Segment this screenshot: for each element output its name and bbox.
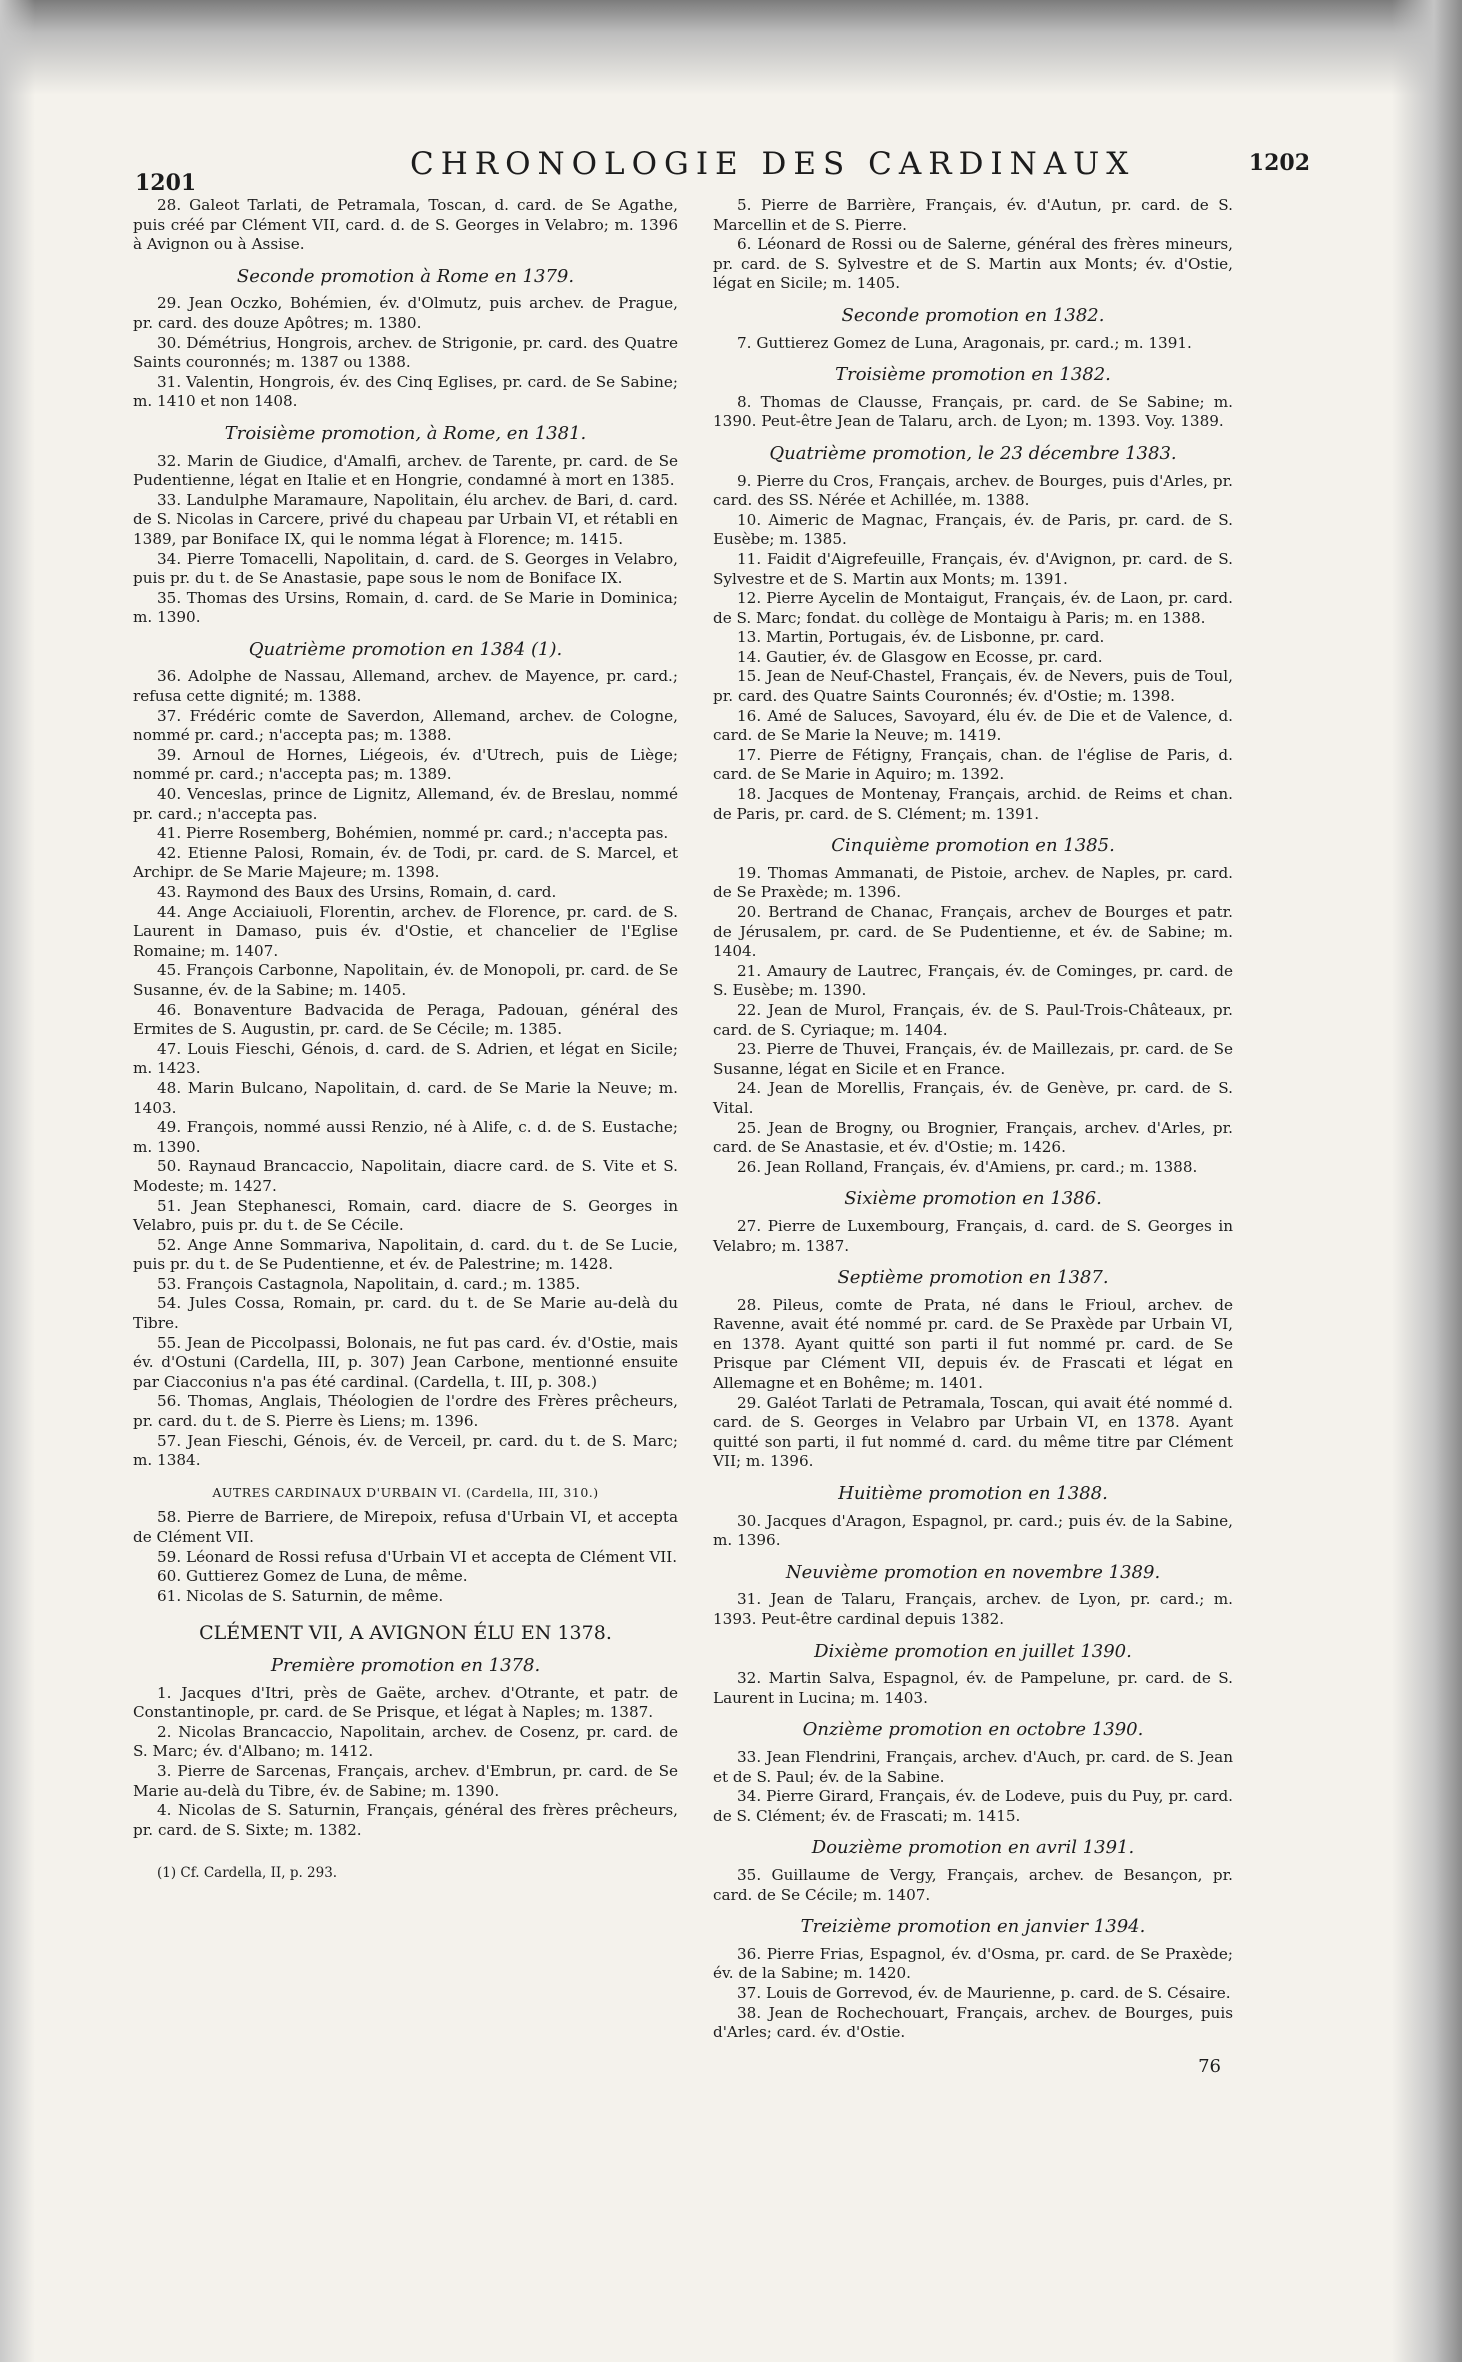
clement-entry-7: 7. Guttierez Gomez de Luna, Aragonais, pr. card.; m. 1391.	[737, 333, 1192, 352]
entry-33: 33. Landulphe Maramaure, Napolitain, élu archev. de Bari, d. card. de S. Nicolas in Carcere, privé du chapeau par Urbain VI, et rétabli en 1389, par Boniface IX, qui le nomma légat à Florence; m. 1415.	[133, 490, 678, 548]
running-title: CHRONOLOGIE DES CARDINAUX	[410, 146, 1136, 182]
entry-31: 31. Valentin, Hongrois, év. des Cinq Eglises, pr. card. de Se Sabine; m. 1410 et non 1408.	[133, 372, 678, 411]
entry-56: 56. Thomas, Anglais, Théologien de l'ordre des Frères prêcheurs, pr. card. du t. de S. Pierre ès Liens; m. 1396.	[133, 1392, 678, 1431]
entry-46: 46. Bonaventure Badvacida de Peraga, Padouan, général des Ermites de S. Augustin, pr. card. de Se Cécile; m. 1385.	[133, 1000, 678, 1039]
heading-sixieme-promotion-1386: Sixième promotion en 1386.	[844, 1188, 1102, 1210]
clement-entry-10: 10. Aimeric de Magnac, Français, év. de Paris, pr. card. de S. Eusèbe; m. 1385.	[713, 510, 1233, 549]
entry-35: 35. Thomas des Ursins, Romain, d. card. de Se Marie in Dominica; m. 1390.	[133, 588, 678, 627]
entry-28: 28. Galeot Tarlati, de Petramala, Toscan, d. card. de Se Agathe, puis créé par Clément VII, card. d. de S. Georges in Velabro; m. 1396 à Avignon ou à Assise.	[133, 196, 678, 254]
entry-50: 50. Raynaud Brancaccio, Napolitain, diacre card. de S. Vite et S. Modeste; m. 1427.	[133, 1157, 678, 1195]
left-column	[133, 196, 678, 1897]
heading-seconde-promotion-1382: Seconde promotion en 1382.	[841, 304, 1105, 326]
entry-40: 40. Venceslas, prince de Lignitz, Allemand, év. de Breslau, nommé pr. card.; n'accepta pas.	[133, 785, 678, 823]
heading-troisieme-promotion-1381: Troisième promotion, à Rome, en 1381.	[224, 422, 587, 444]
clement-entry-1: 1. Jacques d'Itri, près de Gaëte, archev. d'Otrante, et patr. de Constantinople, pr. card. de Se Prisque, et légat à Naples; m. 1387.	[133, 1683, 678, 1722]
entry-45: 45. François Carbonne, Napolitain, év. de Monopoli, pr. card. de Se Susanne, év. de la Sabine; m. 1405.	[133, 961, 678, 999]
clement-entry-37: 37. Louis de Gorrevod, év. de Maurienne, p. card. de S. Césaire.	[737, 1983, 1231, 2002]
clement-entry-16: 16. Amé de Saluces, Savoyard, élu év. de Die et de Valence, d. card. de Se Marie la Neuve; m. 1419.	[713, 706, 1233, 745]
entry-39: 39. Arnoul de Hornes, Liégeois, év. d'Utrech, puis de Liège; nommé pr. card.; n'accepta pas; m. 1389.	[133, 745, 678, 784]
entry-59: 59. Léonard de Rossi refusa d'Urbain VI et accepta de Clément VII.	[157, 1547, 678, 1566]
heading-douzieme-promotion-1391: Douzième promotion en avril 1391.	[811, 1837, 1135, 1859]
entry-30: 30. Démétrius, Hongrois, archev. de Strigonie, pr. card. des Quatre Saints couronnés; m. 1387 ou 1388.	[133, 333, 678, 372]
page-header	[120, 140, 1310, 196]
clement-entry-5: 5. Pierre de Barrière, Français, év. d'Autun, pr. card. de S. Marcellin et de S. Pierre.	[713, 196, 1233, 234]
entry-34: 34. Pierre Tomacelli, Napolitain, d. card. de S. Georges in Velabro, puis pr. du t. de Se Anastasie, pape sous le nom de Boniface IX.	[133, 549, 678, 588]
entry-53: 53. François Castagnola, Napolitain, d. card.; m. 1385.	[157, 1274, 581, 1293]
clement-entry-15: 15. Jean de Neuf-Chastel, Français, év. de Nevers, puis de Toul, pr. card. des Quatre Saints Couronnés; év. d'Ostie; m. 1398.	[713, 667, 1233, 706]
clement-entry-31: 31. Jean de Talaru, Français, archev. de Lyon, pr. card.; m. 1393. Peut-être cardinal depuis 1382.	[713, 1590, 1233, 1628]
clement-entry-20: 20. Bertrand de Chanac, Français, archev de Bourges et patr. de Jérusalem, pr. card. de Se Pudentienne, et év. de Sabine; m. 1404.	[713, 903, 1233, 961]
clement-entry-17: 17. Pierre de Fétigny, Français, chan. de l'église de Paris, d. card. de Se Marie in Aquiro; m. 1392.	[713, 745, 1233, 784]
clement-entry-4: 4. Nicolas de S. Saturnin, Français, général des frères prêcheurs, pr. card. de S. Sixte; m. 1382.	[133, 1801, 678, 1839]
entry-41: 41. Pierre Rosemberg, Bohémien, nommé pr. card.; n'accepta pas.	[157, 824, 669, 843]
right-column	[713, 196, 1233, 2094]
clement-entry-11: 11. Faidit d'Aigrefeuille, Français, év. d'Avignon, pr. card. de S. Sylvestre et de S. Martin aux Monts; m. 1391.	[713, 549, 1233, 588]
footnote: (1) Cf. Cardella, II, p. 293.	[157, 1865, 338, 1882]
clement-entry-38: 38. Jean de Rochechouart, Français, archev. de Bourges, puis d'Arles; card. év. d'Ostie.	[713, 2003, 1233, 2042]
scan-shadow-right	[1392, 0, 1462, 2362]
clement-entry-21: 21. Amaury de Lautrec, Français, év. de Cominges, pr. card. de S. Eusèbe; m. 1390.	[713, 961, 1233, 1000]
clement-entry-18: 18. Jacques de Montenay, Français, archid. de Reims et chan. de Paris, pr. card. de S. Clément; m. 1391.	[713, 785, 1233, 823]
page-number-left: 1201	[135, 170, 197, 196]
scan-shadow-left	[0, 0, 35, 2362]
entry-47: 47. Louis Fieschi, Génois, d. card. de S. Adrien, et légat en Sicile; m. 1423.	[133, 1039, 678, 1078]
clement-entry-23: 23. Pierre de Thuvei, Français, év. de Maillezais, pr. card. de Se Susanne, légat en Sicile et en France.	[713, 1040, 1233, 1078]
clement-entry-27: 27. Pierre de Luxembourg, Français, d. card. de S. Georges in Velabro; m. 1387.	[713, 1216, 1233, 1255]
heading-quatrieme-promotion-1384: Quatrième promotion en 1384 (1).	[248, 638, 563, 660]
heading-onzieme-promotion-1390: Onzième promotion en octobre 1390.	[802, 1719, 1144, 1741]
clement-entry-19: 19. Thomas Ammanati, de Pistoie, archev. de Naples, pr. card. de Se Praxède; m. 1396.	[713, 863, 1233, 902]
clement-entry-28: 28. Pileus, comte de Prata, né dans le Frioul, archev. de Ravenne, avait été nommé pr. card. de Se Praxède par Urbain VI, en 1378. Ayant quitté son parti il fut nommé pr. card. de Se Prisque par Clément VII, depuis év. de Frascati et légat en Allemagne et en Bohême; m. 1401.	[713, 1295, 1233, 1393]
clement-entry-26: 26. Jean Rolland, Français, év. d'Amiens, pr. card.; m. 1388.	[737, 1157, 1198, 1176]
heading-troisieme-promotion-1382: Troisième promotion en 1382.	[835, 364, 1111, 386]
heading-clement-vii: CLÉMENT VII, A AVIGNON ÉLU EN 1378.	[199, 1622, 612, 1645]
entry-37: 37. Frédéric comte de Saverdon, Allemand, archev. de Cologne, nommé pr. card.; n'accepta pas; m. 1388.	[133, 706, 678, 745]
clement-entry-35: 35. Guillaume de Vergy, Français, archev. de Besançon, pr. card. de Se Cécile; m. 1407.	[713, 1865, 1233, 1904]
clement-entry-13: 13. Martin, Portugais, év. de Lisbonne, pr. card.	[737, 628, 1105, 647]
entry-42: 42. Etienne Palosi, Romain, év. de Todi, pr. card. de S. Marcel, et Archipr. de Se Marie Majeure; m. 1398.	[133, 843, 678, 882]
entry-49: 49. François, nommé aussi Renzio, né à Alife, c. d. de S. Eustache; m. 1390.	[133, 1118, 678, 1156]
heading-neuvieme-promotion-1389: Neuvième promotion en novembre 1389.	[785, 1561, 1161, 1583]
entry-61: 61. Nicolas de S. Saturnin, de même.	[157, 1586, 444, 1605]
clement-entry-34: 34. Pierre Girard, Français, év. de Lodeve, puis du Puy, pr. card. de S. Clément; év. de Frascati; m. 1415.	[713, 1787, 1233, 1825]
clement-entry-33: 33. Jean Flendrini, Français, archev. d'Auch, pr. card. de S. Jean et de S. Paul; év. de la Sabine.	[713, 1747, 1233, 1786]
entry-57: 57. Jean Fieschi, Génois, év. de Verceil, pr. card. du t. de S. Marc; m. 1384.	[133, 1431, 678, 1470]
clement-entry-36: 36. Pierre Frias, Espagnol, év. d'Osma, pr. card. de Se Praxède; év. de la Sabine; m. 1420.	[713, 1944, 1233, 1983]
heading-quatrieme-promotion-1383: Quatrième promotion, le 23 décembre 1383.	[769, 442, 1177, 464]
entry-36: 36. Adolphe de Nassau, Allemand, archev. de Mayence, pr. card.; refusa cette dignité; m. 1388.	[133, 667, 678, 706]
clement-entry-29: 29. Galéot Tarlati de Petramala, Toscan, qui avait été nommé d. card. de S. Georges in Velabro par Urbain VI, en 1378. Ayant quitté son parti, il fut nommé d. card. du même titre par Clément VII; m. 1396.	[713, 1393, 1233, 1471]
clement-entry-24: 24. Jean de Morellis, Français, év. de Genève, pr. card. de S. Vital.	[713, 1079, 1233, 1117]
heading-huitieme-promotion-1388: Huitième promotion en 1388.	[838, 1483, 1108, 1505]
scan-shadow-top	[0, 0, 1462, 95]
entry-54: 54. Jules Cossa, Romain, pr. card. du t. de Se Marie au-delà du Tibre.	[133, 1294, 678, 1333]
heading-seconde-promotion-1379: Seconde promotion à Rome en 1379.	[236, 265, 575, 287]
entry-29: 29. Jean Oczko, Bohémien, év. d'Olmutz, puis archev. de Prague, pr. card. des douze Apôtres; m. 1380.	[133, 294, 678, 332]
heading-dixieme-promotion-1390: Dixième promotion en juillet 1390.	[814, 1640, 1132, 1662]
entry-55: 55. Jean de Piccolpassi, Bolonais, ne fut pas card. év. d'Ostie, mais év. d'Ostuni (Cardella, III, p. 307) Jean Carbone, mentionné ensuite par Ciacconius n'a pas été cardinal. (Cardella, t. III, p. 308.)	[133, 1333, 678, 1391]
clement-entry-6: 6. Léonard de Rossi ou de Salerne, général des frères mineurs, pr. card. de S. Sylvestre et de S. Martin aux Monts; év. d'Ostie, légat en Sicile; m. 1405.	[713, 235, 1233, 293]
clement-entry-9: 9. Pierre du Cros, Français, archev. de Bourges, puis d'Arles, pr. card. des SS. Nérée et Achillée, m. 1388.	[713, 471, 1233, 510]
entry-52: 52. Ange Anne Sommariva, Napolitain, d. card. du t. de Se Lucie, puis pr. du t. de Se Pudentienne, et év. de Palestrine; m. 1428.	[133, 1235, 678, 1274]
entry-44: 44. Ange Acciaiuoli, Florentin, archev. de Florence, pr. card. de S. Laurent in Damaso, puis év. d'Ostie, et chancelier de l'Eglise Romaine; m. 1407.	[133, 902, 678, 960]
clement-entry-8: 8. Thomas de Clausse, Français, pr. card. de Se Sabine; m. 1390. Peut-être Jean de Talaru, arch. de Lyon; m. 1393. Voy. 1389.	[713, 392, 1233, 431]
entry-48: 48. Marin Bulcano, Napolitain, d. card. de Se Marie la Neuve; m. 1403.	[133, 1078, 678, 1117]
heading-premiere-promotion-1378: Première promotion en 1378.	[270, 1654, 541, 1676]
clement-entry-2: 2. Nicolas Brancaccio, Napolitain, archev. de Cosenz, pr. card. de S. Marc; év. d'Albano; m. 1412.	[133, 1722, 678, 1761]
heading-autres-cardinaux: AUTRES CARDINAUX D'URBAIN VI. (Cardella, III, 310.)	[212, 1484, 599, 1500]
entry-32: 32. Marin de Giudice, d'Amalfi, archev. de Tarente, pr. card. de Se Pudentienne, légat en Italie et en Hongrie, condamné à mort en 1385.	[133, 451, 678, 490]
heading-septieme-promotion-1387: Septième promotion en 1387.	[837, 1267, 1109, 1289]
clement-entry-30: 30. Jacques d'Aragon, Espagnol, pr. card.; puis év. de la Sabine, m. 1396.	[713, 1511, 1233, 1550]
entry-58: 58. Pierre de Barriere, de Mirepoix, refusa d'Urbain VI, et accepta de Clément VII.	[133, 1508, 678, 1546]
entry-60: 60. Guttierez Gomez de Luna, de même.	[157, 1567, 468, 1586]
entry-51: 51. Jean Stephanesci, Romain, card. diacre de S. Georges in Velabro, puis pr. du t. de Se Cécile.	[133, 1196, 678, 1235]
heading-treizieme-promotion-1394: Treizième promotion en janvier 1394.	[800, 1916, 1146, 1938]
clement-entry-25: 25. Jean de Brogny, ou Brognier, Français, archev. d'Arles, pr. card. de Se Anastasie, et év. d'Ostie; m. 1426.	[713, 1118, 1233, 1157]
clement-entry-14: 14. Gautier, év. de Glasgow en Ecosse, pr. card.	[737, 647, 1103, 666]
heading-cinquieme-promotion-1385: Cinquième promotion en 1385.	[831, 835, 1115, 857]
clement-entry-3: 3. Pierre de Sarcenas, Français, archev. d'Embrun, pr. card. de Se Marie au-delà du Tibre, év. de Sabine; m. 1390.	[133, 1761, 678, 1800]
entry-43: 43. Raymond des Baux des Ursins, Romain, d. card.	[157, 883, 557, 901]
clement-entry-12: 12. Pierre Aycelin de Montaigut, Français, év. de Laon, pr. card. de S. Marc; fondat. du collège de Montaigu à Paris; m. en 1388.	[713, 589, 1233, 627]
clement-entry-32: 32. Martin Salva, Espagnol, év. de Pampelune, pr. card. de S. Laurent in Lucina; m. 1403.	[713, 1669, 1233, 1707]
folio-signature: 76	[1198, 2055, 1221, 2077]
page-number-right: 1202	[1248, 150, 1310, 176]
clement-entry-22: 22. Jean de Murol, Français, év. de S. Paul-Trois-Châteaux, pr. card. de S. Cyriaque; m. 1404.	[713, 1000, 1233, 1039]
